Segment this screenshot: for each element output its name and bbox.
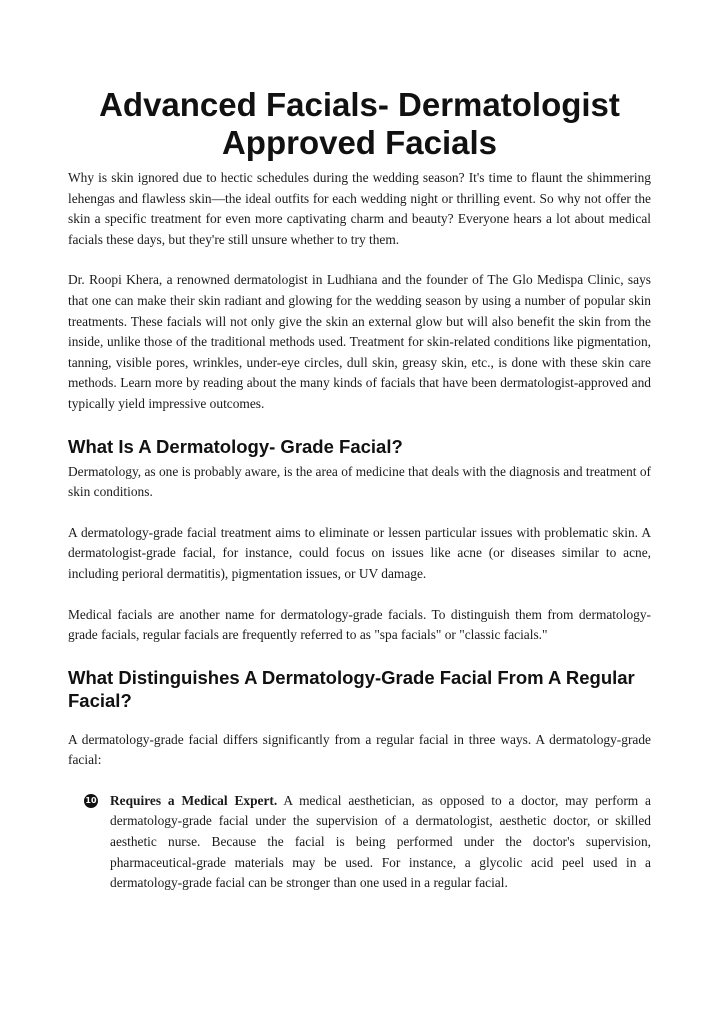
intro-paragraph-1: Why is skin ignored due to hectic schedules during the wedding season? It's time to flaunt the shimmering lehengas and flawless skin—the ideal outfits for each wedding night or thrilling event. So why not offer the skin a specific treatment for even more captivating charm and beauty? Everyone hears a lot about medical facials these days, but they're still unsure whether to try them.: [68, 170, 651, 247]
intro-paragraph-2: Dr. Roopi Khera, a renowned dermatologist in Ludhiana and the founder of The Glo Medispa Clinic, says that one can make their skin radiant and glowing for the wedding season by using a number of popular skin treatments. These facials will not only give the skin an external glow but will also benefit the skin from the inside, unlike those of the traditional methods used. Treatment for skin-related conditions like pigmentation, tanning, visible pores, wrinkles, under-eye circles, dull skin, greasy skin, etc., is done with these skin care methods. Learn more by reading about the many kinds of facials that have been dermatologist-approved and typically yield impressive outcomes.: [68, 272, 651, 411]
section-heading-dermatology-grade-facial: What Is A Dermatology- Grade Facial?: [68, 435, 403, 457]
section1-paragraph-3: Medical facials are another name for dermatology-grade facials. To distinguish them from dermatology-grade facials, regular facials are frequently referred to as "spa facials" or "classic facials.": [68, 606, 651, 643]
section2-paragraph-1: A dermatology-grade facial differs significantly from a regular facial in three ways. A dermatology-grade facial:: [68, 731, 651, 768]
section1-paragraph-1: Dermatology, as one is probably aware, is the area of medicine that deals with the diagnosis and treatment of skin conditions.: [68, 463, 651, 500]
list-item: [68, 791, 651, 894]
numbered-circle-icon: 10: [84, 794, 98, 808]
list-item-lead: Requires a Medical Expert.: [110, 792, 278, 808]
section-heading-distinguishes: What Distinguishes A Dermatology-Grade Facial From A Regular Facial?: [68, 666, 635, 711]
page-title-line-1: Advanced Facials- Dermatologist: [99, 86, 620, 123]
list-item-text: A medical aesthetician, as opposed to a doctor, may perform a dermatology-grade facial under the supervision of a dermatologist, aesthetic doctor, or skilled aesthetic nurse. Because the facial is being performed under the doctor's supervision, pharmaceutical-grade materials may be used. For instance, a glycolic acid peel used in a dermatology-grade facial can be stronger than one used in a regular facial.: [110, 792, 651, 891]
page-title: [68, 86, 651, 162]
page-title-line-2: Approved Facials: [221, 124, 498, 161]
section1-paragraph-2: A dermatology-grade facial treatment aims to eliminate or lessen particular issues with problematic skin. A dermatologist-grade facial, for instance, could focus on issues like acne (or diseases similar to acne, including perioral dermatitis), pigmentation issues, or UV damage.: [68, 524, 651, 581]
distinctions-list: [68, 791, 651, 894]
